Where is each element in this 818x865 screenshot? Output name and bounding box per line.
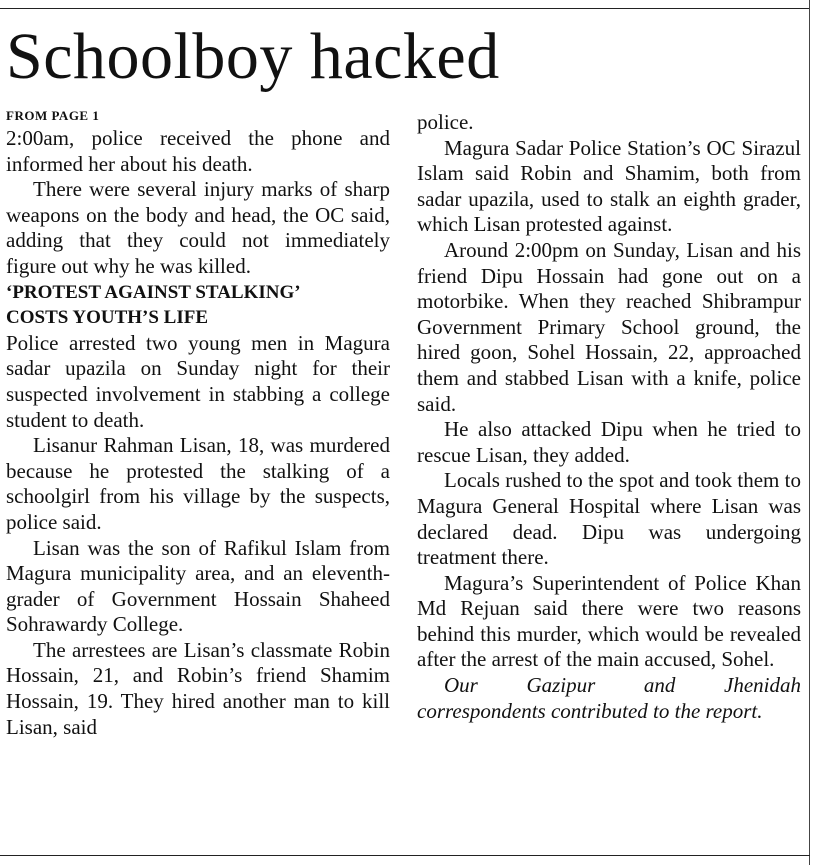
paragraph: Police arrested two young men in Magura sadar upazila on Sunday night for their suspected involvement in stabbing a college student to death. bbox=[6, 330, 390, 432]
paragraph: Around 2:00pm on Sunday, Lisan and his friend Dipu Hossain had gone out on a motorbike. When they reached Shibrampur Government Primary School ground, the hired goon, Sohel Hossain, 22, approached them and stabbed Lisan with a knife, police said. bbox=[417, 237, 801, 416]
credit-line: Our Gazipur and Jhenidah correspondents contributed to the report. bbox=[417, 673, 801, 723]
right-column bbox=[417, 110, 801, 724]
paragraph: 2:00am, police received the phone and informed her about his death. bbox=[6, 126, 390, 176]
paragraph: He also attacked Dipu when he tried to rescue Lisan, they added. bbox=[417, 417, 801, 467]
left-column bbox=[6, 106, 390, 740]
paragraph: Locals rushed to the spot and took them to Magura General Hospital where Lisan was declared dead. Dipu was undergoing treatment there. bbox=[417, 468, 801, 570]
right-rule bbox=[809, 0, 810, 865]
headline: Schoolboy hacked bbox=[6, 20, 500, 93]
subhead-line: ‘PROTEST AGAINST STALKING’ bbox=[6, 281, 301, 303]
paragraph: police. bbox=[417, 110, 474, 134]
paragraph: Lisan was the son of Rafikul Islam from Magura municipality area, and an eleventh-grader of Government Hossain Shaheed Sohrawardy College. bbox=[6, 535, 390, 637]
subhead bbox=[6, 280, 390, 331]
paragraph: The arrestees are Lisan’s classmate Robin Hossain, 21, and Robin’s friend Shamim Hossain, 19. They hired another man to kill Lisan, said bbox=[6, 637, 390, 739]
paragraph: Lisanur Rahman Lisan, 18, was murdered because he protested the stalking of a schoolgirl from his village by the suspects, police said. bbox=[6, 433, 390, 534]
paragraph: Magura Sadar Police Station’s OC Sirazul Islam said Robin and Shamim, both from sadar upazila, used to stalk an eighth grader, which Lisan protested against. bbox=[417, 135, 801, 237]
paragraph: There were several injury marks of sharp weapons on the body and head, the OC said, adding that they could not immediately figure out why he was killed. bbox=[6, 177, 390, 278]
top-rule bbox=[0, 8, 810, 9]
paragraph: Magura’s Superintendent of Police Khan Md Rejuan said there were two reasons behind this murder, which would be revealed after the arrest of the main accused, Sohel. bbox=[417, 570, 801, 672]
kicker: FROM PAGE 1 bbox=[6, 108, 100, 123]
bottom-rule bbox=[0, 855, 810, 856]
subhead-line: COSTS YOUTH’S LIFE bbox=[6, 307, 209, 329]
